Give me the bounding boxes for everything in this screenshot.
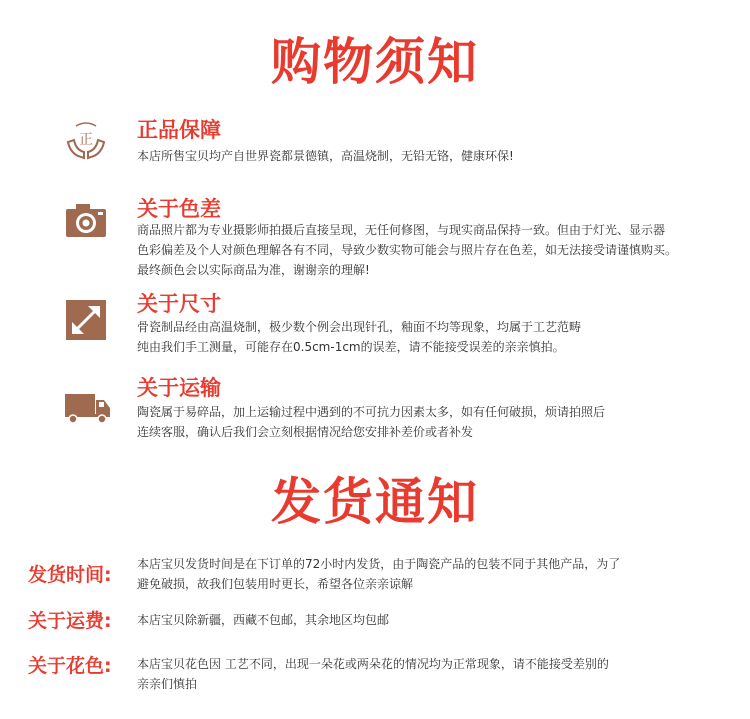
notice-body-freight (137, 610, 737, 630)
section-line: 骨瓷制品经由高温烧制，极少数个例会出现针孔，釉面不均等现象，均属于工艺范畴 (137, 320, 582, 334)
notice-label-freight: 关于运费: (28, 610, 112, 632)
section-line: 本店所售宝贝均产自世界瓷都景德镇，高温烧制，无铅无铬，健康环保! (137, 149, 514, 163)
section-line: 陶瓷属于易碎品，加上运输过程中遇到的不可抗力因素太多，如有任何破损，烦请拍照后 (137, 405, 606, 419)
section-body (137, 146, 737, 166)
notice-label-shipping-time: 发货时间: (28, 564, 112, 586)
section-heading: 关于色差 (137, 197, 221, 221)
notice-line: 本店宝贝除新疆，西藏不包邮，其余地区均包邮 (137, 613, 390, 627)
shipping-notice-title: 发货通知 (271, 473, 479, 531)
section-line: 纯由我们手工测量，可能存在0.5cm-1cm的误差，请不能接受误差的亲亲慎拍。 (137, 340, 565, 354)
section-line: 连续客服，确认后我们会立刻根据情况给您安排补差价或者补发 (137, 425, 474, 439)
delivery-truck-icon (64, 390, 112, 426)
section-body (137, 402, 737, 442)
section-body (137, 317, 737, 357)
notice-body-shipping-time (137, 554, 737, 594)
resize-arrow-icon (64, 298, 108, 342)
section-heading: 关于运输 (137, 376, 221, 400)
notice-label-pattern: 关于花色: (28, 655, 112, 677)
section-line: 商品照片都为专业摄影师拍摄后直接呈现，无任何修图，与现实商品保持一致。但由于灯光、显示器 (137, 223, 666, 237)
notice-body-pattern (137, 654, 737, 694)
notice-line: 亲亲们慎拍 (137, 677, 198, 691)
section-line: 最终颜色会以实际商品为准，谢谢亲的理解! (137, 263, 370, 277)
notice-line: 避免破损，故我们包装用时更长，希望各位亲亲谅解 (137, 577, 414, 591)
section-heading: 关于尺寸 (137, 292, 221, 316)
section-line: 色彩偏差及个人对颜色理解各有不同，导致少数实物可能会与照片存在色差，如无法接受请谨慎购买。 (137, 243, 678, 257)
hands-holding-genuine-icon (64, 118, 108, 162)
section-heading: 正品保障 (137, 118, 221, 142)
svg-text:正: 正 (79, 132, 93, 148)
camera-icon (64, 199, 108, 243)
notice-line: 本店宝贝花色因 工艺不同，出现一朵花或两朵花的情况均为正常现象，请不能接受差别的 (137, 657, 609, 671)
notice-line: 本店宝贝发货时间是在下订单的72小时内发货，由于陶瓷产品的包装不同于其他产品，为了 (137, 557, 621, 571)
section-body (137, 220, 737, 280)
purchase-notice-title: 购物须知 (271, 33, 479, 91)
